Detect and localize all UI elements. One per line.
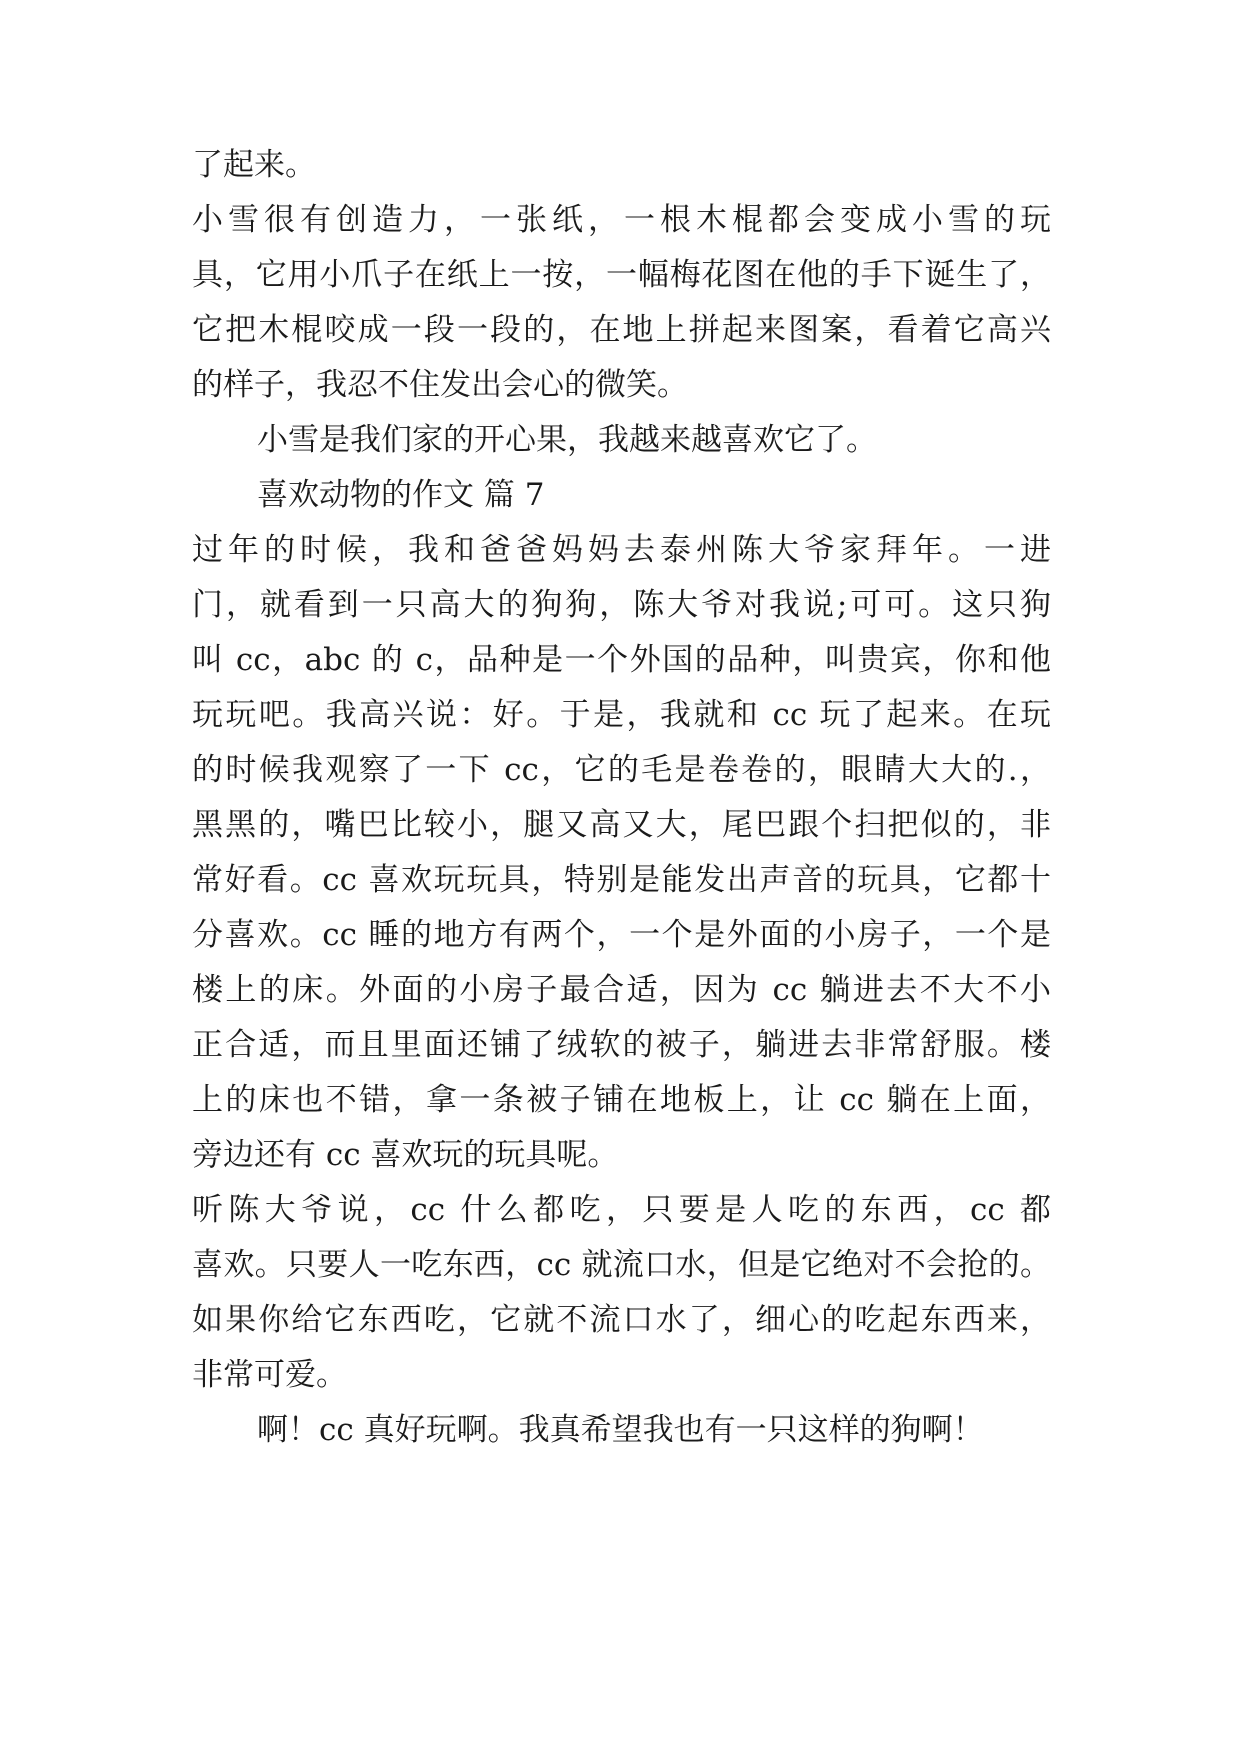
text-line: 的样子，我忍不住发出会心的微笑。	[192, 367, 688, 403]
text-line: 黑黑的，嘴巴比较小，腿又高又大，尾巴跟个扫把似的，非	[192, 807, 1051, 843]
section-heading: 喜欢动物的作文 篇 7	[257, 477, 545, 513]
text-line: 分喜欢。cc 睡的地方有两个，一个是外面的小房子，一个是	[192, 917, 1051, 953]
text-line: 旁边还有 cc 喜欢玩的玩具呢。	[192, 1137, 619, 1173]
text-line: 非常可爱。	[192, 1357, 347, 1393]
text-line: 喜欢。只要人一吃东西，cc 就流口水，但是它绝对不会抢的。	[192, 1247, 1051, 1283]
text-line: 如果你给它东西吃，它就不流口水了，细心的吃起东西来，	[192, 1302, 1051, 1338]
text-line: 上的床也不错，拿一条被子铺在地板上，让 cc 躺在上面，	[192, 1082, 1051, 1118]
text-line: 了起来。	[192, 147, 316, 183]
paragraph-first-line: 啊！cc 真好玩啊。我真希望我也有一只这样的狗啊！	[257, 1412, 984, 1448]
text-line: 门，就看到一只高大的狗狗，陈大爷对我说;可可。这只狗	[192, 587, 1051, 623]
text-line: 玩玩吧。我高兴说：好。于是，我就和 cc 玩了起来。在玩	[192, 697, 1051, 733]
paragraph-first-line: 小雪很有创造力，一张纸，一根木棍都会变成小雪的玩	[192, 202, 1051, 238]
text-line: 楼上的床。外面的小房子最合适，因为 cc 躺进去不大不小	[192, 972, 1051, 1008]
text-line: 常好看。cc 喜欢玩玩具，特别是能发出声音的玩具，它都十	[192, 862, 1051, 898]
text-line: 正合适，而且里面还铺了绒软的被子，躺进去非常舒服。楼	[192, 1027, 1051, 1063]
paragraph-first-line: 听陈大爷说，cc 什么都吃，只要是人吃的东西，cc 都	[192, 1192, 1051, 1228]
text-line: 它把木棍咬成一段一段的，在地上拼起来图案，看着它高兴	[192, 312, 1051, 348]
text-line: 具，它用小爪子在纸上一按，一幅梅花图在他的手下诞生了，	[192, 257, 1051, 293]
text-line: 的时候我观察了一下 cc，它的毛是卷卷的，眼睛大大的.，	[192, 752, 1051, 788]
paragraph-first-line: 小雪是我们家的开心果，我越来越喜欢它了。	[257, 422, 877, 458]
paragraph-first-line: 过年的时候，我和爸爸妈妈去泰州陈大爷家拜年。一进	[192, 532, 1051, 568]
text-line: 叫 cc，abc 的 c，品种是一个外国的品种，叫贵宾，你和他	[192, 642, 1051, 678]
